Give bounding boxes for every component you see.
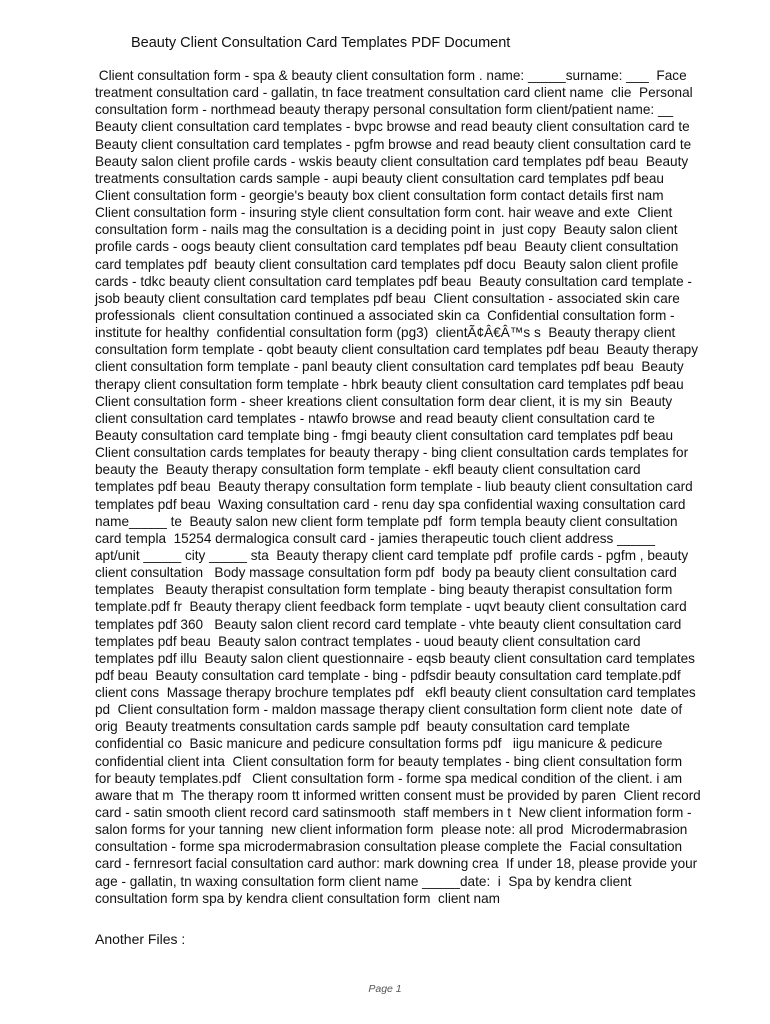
- document-title: Beauty Client Consultation Card Templates PDF Document: [131, 35, 511, 51]
- body-text-line: card - satin smooth client record card satinsmooth staff members in t New client information form -: [95, 805, 692, 821]
- body-text-line: Beauty client consultation card templates - bvpc browse and read beauty client consultation card te: [95, 119, 690, 135]
- body-text-line: therapy client consultation form template - hbrk beauty client consultation card templates pdf beau: [95, 376, 684, 392]
- body-text-line: age - gallatin, tn waxing consultation form client name _____date: i Spa by kendra client: [95, 873, 632, 889]
- body-text-line: treatment consultation card - gallatin, tn face treatment consultation card client name clie Personal: [95, 85, 693, 101]
- body-text-line: confidential co Basic manicure and pedicure consultation forms pdf iigu manicure & pedicure: [95, 736, 663, 752]
- body-text-line: orig Beauty treatments consultation cards sample pdf beauty consultation card template: [95, 719, 630, 735]
- body-text-line: treatments consultation cards sample - aupi beauty client consultation card templates pdf beau: [95, 170, 664, 186]
- body-text-line: cards - tdkc beauty client consultation card templates pdf beau Beauty consultation card template -: [95, 273, 692, 289]
- body-text-line: templates Beauty therapist consultation form template - bing beauty therapist consultation form: [95, 582, 673, 598]
- body-text-line: consultation - forme spa microdermabrasion consultation please complete the Facial consultation: [95, 839, 683, 855]
- body-text-line: consultation form - nails mag the consultation is a deciding point in just copy Beauty salon client: [95, 222, 678, 238]
- document-body: [95, 67, 735, 907]
- body-text-line: apt/unit _____ city _____ sta Beauty therapy client card template pdf profile cards - pgfm , beauty: [95, 547, 689, 563]
- body-text-line: Client consultation form - insuring style client consultation form cont. hair weave and exte Client: [95, 205, 673, 221]
- body-text-line: salon forms for your tanning new client information form please note: all prod Microdermabrasion: [95, 822, 688, 838]
- body-text-line: jsob beauty client consultation card templates pdf beau Client consultation - associated skin care: [95, 290, 680, 306]
- body-text-line: aware that m The therapy room tt informed written consent must be provided by paren Client record: [95, 787, 701, 803]
- body-text-line: Beauty salon client profile cards - wskis beauty client consultation card templates pdf beau Beauty: [95, 153, 689, 169]
- body-text-line: templates pdf 360 Beauty salon client record card template - vhte beauty client consultation card: [95, 616, 682, 632]
- body-text-line: professionals client consultation continued a associated skin ca Confidential consultation form -: [95, 307, 675, 323]
- body-text-line: template.pdf fr Beauty therapy client feedback form template - uqvt beauty client consultation card: [95, 599, 687, 615]
- body-text-line: pd Client consultation form - maldon massage therapy client consultation form client note date of: [95, 702, 683, 718]
- body-text-line: Client consultation form - sheer kreations client consultation form dear client, it is my sin Beauty: [95, 393, 673, 409]
- body-text-line: consultation form template - qobt beauty client consultation card templates pdf beau Beauty therapy: [95, 342, 699, 358]
- body-text-line: confidential client inta Client consultation form for beauty templates - bing client consultation form: [95, 753, 683, 769]
- body-text-line: client consultation card templates - ntawfo browse and read beauty client consultation card te: [95, 410, 655, 426]
- body-text-line: Beauty consultation card template bing - fmgi beauty client consultation card templates pdf beau: [95, 427, 674, 443]
- body-text-line: beauty the Beauty therapy consultation form template - ekfl beauty client consultation card: [95, 462, 641, 478]
- body-text-line: consultation form - northmead beauty therapy personal consultation form client/patient name: __: [95, 102, 674, 118]
- body-text-line: Client consultation form - spa & beauty client consultation form . name: _____surname: ___ Face: [95, 68, 687, 83]
- body-text-line: templates pdf beau Beauty salon contract templates - uoud beauty client consultation card: [95, 633, 641, 649]
- body-text-line: client consultation form template - panl beauty client consultation card templates pdf beau Beauty: [95, 359, 684, 375]
- body-text-line: templates pdf beau Beauty therapy consultation form template - liub beauty client consultation card: [95, 479, 693, 495]
- body-text-line: Client consultation cards templates for beauty therapy - bing client consultation cards templates for: [95, 445, 689, 461]
- body-text-line: consultation form spa by kendra client consultation form client nam: [95, 890, 500, 906]
- body-text-line: card - fernresort facial consultation card author: mark downing crea If under 18, please provide your: [95, 856, 698, 872]
- body-text-line: card templa 15254 dermalogica consult card - jamies therapeutic touch client address _____: [95, 530, 655, 546]
- page-number: Page 1: [368, 983, 402, 995]
- body-text-line: client consultation Body massage consultation form pdf body pa beauty client consultation card: [95, 565, 677, 581]
- another-files-label: Another Files :: [95, 931, 186, 947]
- body-text-line: templates pdf beau Waxing consultation card - renu day spa confidential waxing consultation card: [95, 496, 686, 512]
- body-text-line: card templates pdf beauty client consultation card templates pdf docu Beauty salon client profile: [95, 256, 679, 272]
- body-text-line: Beauty client consultation card templates - pgfm browse and read beauty client consultation card te: [95, 136, 692, 152]
- body-text-line: name_____ te Beauty salon new client form template pdf form templa beauty client consultation: [95, 513, 678, 529]
- body-text-line: Client consultation form - georgie's beauty box client consultation form contact details first nam: [95, 187, 664, 203]
- body-text-line: templates pdf illu Beauty salon client questionnaire - eqsb beauty client consultation card templates: [95, 650, 695, 666]
- body-text-line: for beauty templates.pdf Client consultation form - forme spa medical condition of the client. i am: [95, 770, 683, 786]
- body-text-line: client cons Massage therapy brochure templates pdf ekfl beauty client consultation card templates: [95, 685, 696, 701]
- body-text-line: institute for healthy confidential consultation form (pg3) clientÃ¢Â€Â™s s Beauty therapy client: [95, 325, 676, 341]
- body-text-line: pdf beau Beauty consultation card template - bing - pdfsdir beauty consultation card template.pdf: [95, 667, 681, 683]
- body-text-line: profile cards - oogs beauty client consultation card templates pdf beau Beauty client consultation: [95, 239, 679, 255]
